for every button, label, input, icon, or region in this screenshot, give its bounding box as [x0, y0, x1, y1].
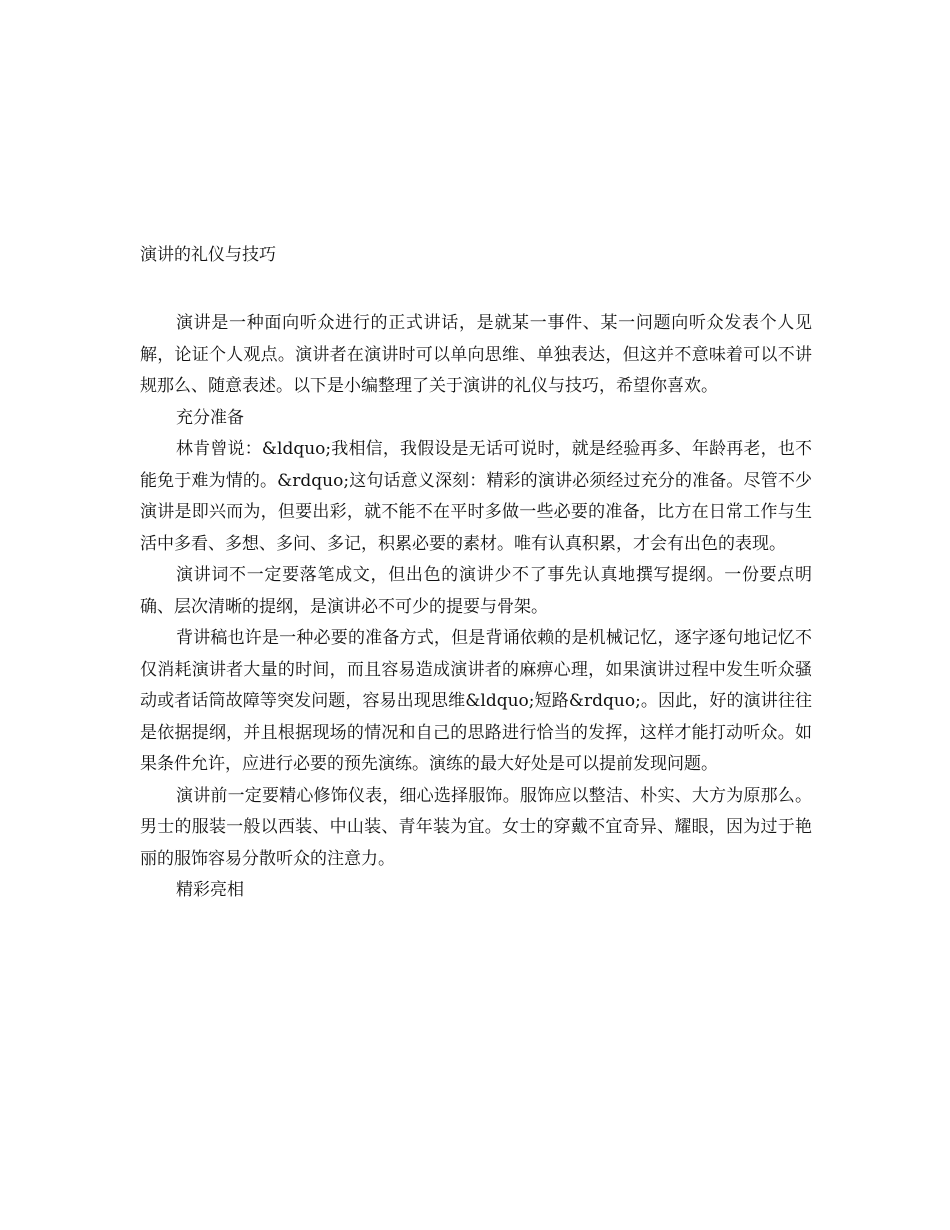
section-heading-preparation: 充分准备	[176, 407, 244, 428]
paragraph-lincoln-quote: 林肯曾说：&ldquo;我相信，我假设是无话可说时，就是经验再多、年龄再老，也不能免于难为情的。&rdquo;这句话意义深刻：精彩的演讲必须经过充分的准备。尽管不少演讲是即兴而为，但要出彩，就不能不在平时多做一些必要的准备，比方在日常工作与生活中多看、多想、多问、多记，积累必要的素材。唯有认真积累，才会有出色的表现。	[140, 439, 812, 554]
document-page	[140, 238, 812, 907]
document-title: 演讲的礼仪与技巧	[140, 245, 276, 265]
paragraph-outline: 演讲词不一定要落笔成文，但出色的演讲少不了事先认真地撰写提纲。一份要点明确、层次清晰的提纲，是演讲必不可少的提要与骨架。	[140, 565, 812, 617]
section-heading-debut: 精彩亮相	[176, 880, 244, 900]
paragraph-memorization: 背讲稿也许是一种必要的准备方式，但是背诵依赖的是机械记忆，逐字逐句地记忆不仅消耗演讲者大量的时间，而且容易造成演讲者的麻痹心理，如果演讲过程中发生听众骚动或者话筒故障等突发问题，容易出现思维&ldquo;短路&rdquo;。因此，好的演讲往往是依据提纲，并且根据现场的情况和自己的思路进行恰当的发挥，这样才能打动听众。如果条件允许，应进行必要的预先演练。演练的最大好处是可以提前发现问题。	[140, 628, 812, 774]
paragraph-attire: 演讲前一定要精心修饰仪表，细心选择服饰。服饰应以整洁、朴实、大方为原那么。男士的服装一般以西装、中山装、青年装为宜。女士的穿戴不宜奇异、耀眼，因为过于艳丽的服饰容易分散听众的注意力。	[140, 785, 812, 869]
paragraph-intro: 演讲是一种面向听众进行的正式讲话，是就某一事件、某一问题向听众发表个人见解，论证个人观点。演讲者在演讲时可以单向思维、单独表达，但这并不意味着可以不讲规那么、随意表述。以下是小编整理了关于演讲的礼仪与技巧，希望你喜欢。	[140, 313, 812, 396]
